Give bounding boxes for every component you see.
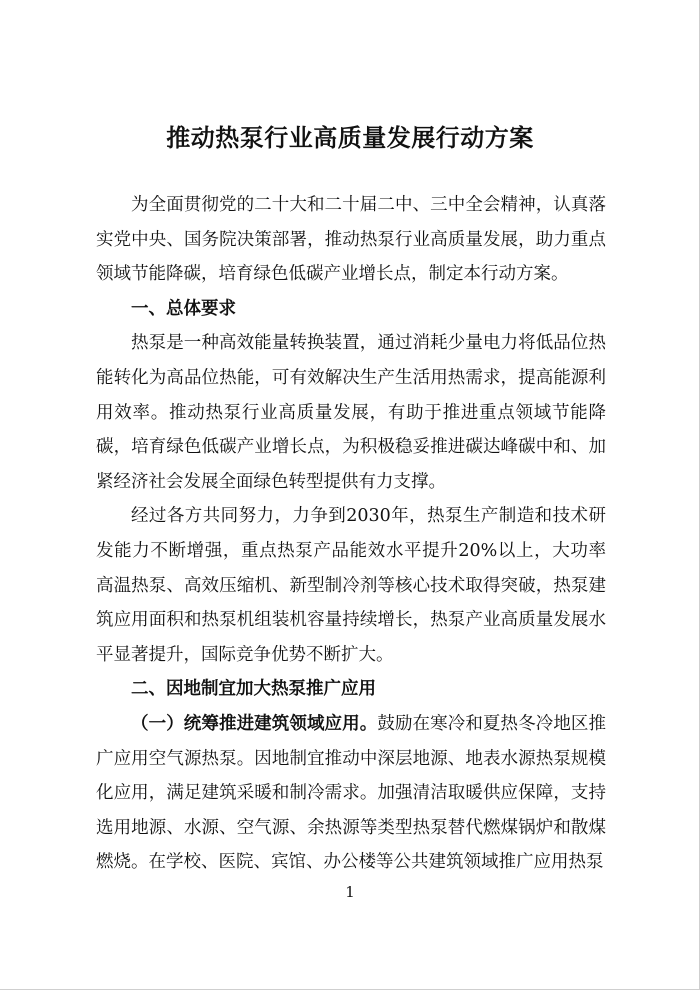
section-2-item-1 [96,707,606,880]
section-1-paragraph-2: 经过各方共同努力，力争到2030年，热泵生产制造和技术研发能力不断增强，重点热泵产品能效水平提升20%以上，大功率高温热泵、高效压缩机、新型制冷剂等核心技术取得突破，热泵建筑应用面积和热泵机组装机容量持续增长，热泵产业高质量发展水平显著提升，国际竞争优势不断扩大。 [96,506,606,665]
intro-paragraph: 为全面贯彻党的二十大和二十届二中、三中全会精神，认真落实党中央、国务院决策部署，推动热泵行业高质量发展，助力重点领域节能降碳，培育绿色低碳产业增长点，制定本行动方案。 [96,195,606,285]
section-1-heading: 一、总体要求 [131,298,236,319]
document-title: 推动热泵行业高质量发展行动方案 [166,123,534,152]
document-body [96,188,606,880]
section-2-heading: 二、因地制宜加大热泵推广应用 [131,679,376,700]
section-1-paragraph-1: 热泵是一种高效能量转换装置，通过消耗少量电力将低品位热能转化为高品位热能，可有效解决生产生活用热需求，提高能源利用效率。推动热泵行业高质量发展，有助于推进重点领域节能降碳，培育绿色低碳产业增长点，为积极稳妥推进碳达峰碳中和、加紧经济社会发展全面绿色转型提供有力支撑。 [96,333,606,492]
item-1-text: 鼓励在寒冷和夏热冬冷地区推广应用空气源热泵。因地制宜推动中深层地源、地表水源热泵规模化应用，满足建筑采暖和制冷需求。加强清洁取暖供应保障，支持选用地源、水源、空气源、余热源等类型热泵替代燃煤锅炉和散煤燃烧。在学校、医院、宾馆、办公楼等公共建筑领域推广应用热泵 [96,713,607,873]
item-1-title: （一）统筹推进建筑领域应用。 [131,713,378,734]
page-number: 1 [345,883,355,901]
